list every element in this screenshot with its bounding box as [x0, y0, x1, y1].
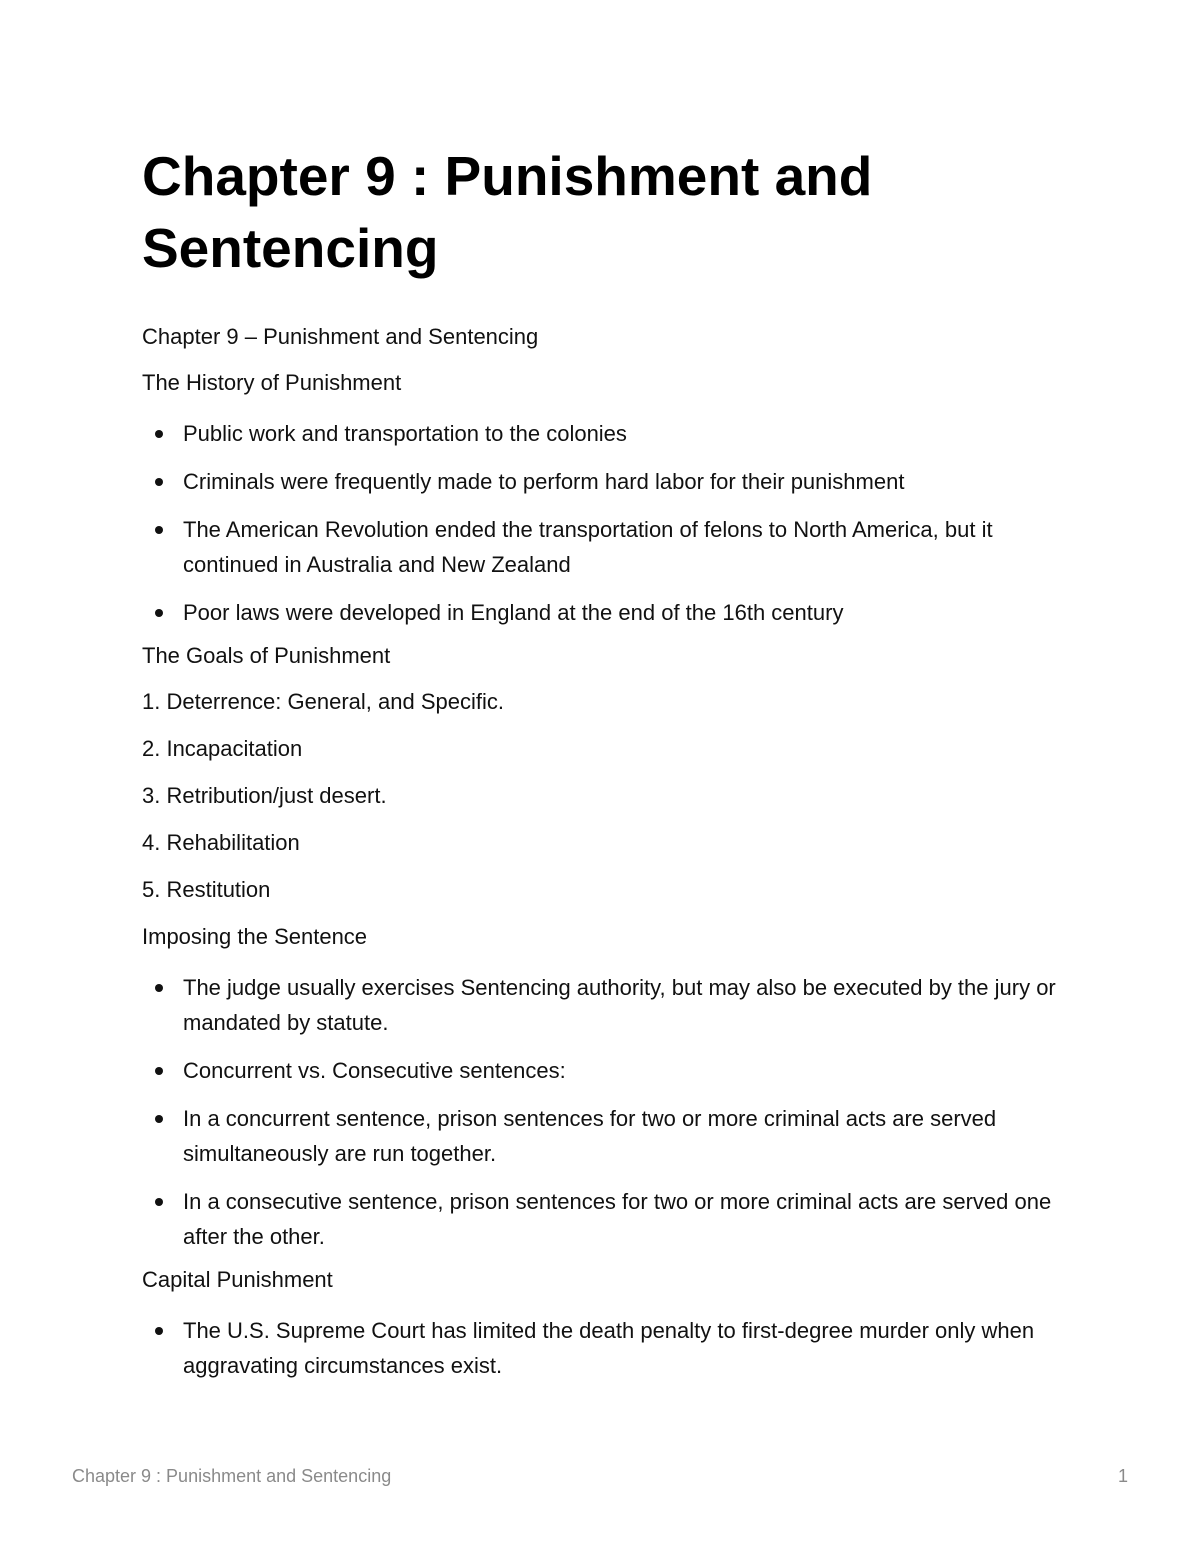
list-item-text: The U.S. Supreme Court has limited the death penalty to first-degree murder only when aggravating circumstances exist.	[183, 1318, 1035, 1378]
bullet-icon	[155, 526, 163, 534]
numbered-item: 4. Rehabilitation	[142, 830, 300, 855]
list-item-text: Criminals were frequently made to perform hard labor for their punishment	[183, 469, 905, 494]
list-item	[142, 464, 1072, 499]
list-item	[142, 1053, 1072, 1088]
capital-bullet-list	[142, 1313, 1072, 1383]
numbered-item: 2. Incapacitation	[142, 736, 303, 761]
bullet-icon	[155, 478, 163, 486]
bullet-icon	[155, 984, 163, 992]
list-item	[142, 416, 1072, 451]
list-item	[142, 1184, 1072, 1254]
list-item-text: In a concurrent sentence, prison sentences for two or more criminal acts are served simultaneously are run together.	[183, 1106, 997, 1166]
section-heading-capital: Capital Punishment	[142, 1267, 333, 1292]
section-heading-goals: The Goals of Punishment	[142, 643, 391, 668]
list-item	[142, 1313, 1072, 1383]
page-number: 1	[1117, 1466, 1128, 1486]
history-bullet-list	[142, 416, 1072, 630]
bullet-icon	[155, 1067, 163, 1075]
imposing-bullet-list	[142, 970, 1072, 1254]
list-item-text: Concurrent vs. Consecutive sentences:	[183, 1058, 566, 1083]
section-heading-imposing: Imposing the Sentence	[142, 924, 368, 949]
list-item-text: In a consecutive sentence, prison sentences for two or more criminal acts are served one after the other.	[183, 1189, 1052, 1249]
section-heading-history: The History of Punishment	[142, 370, 402, 395]
bullet-icon	[155, 1327, 163, 1335]
page-title: Chapter 9 : Punishment and Sentencing	[142, 145, 873, 279]
page-content	[142, 140, 1072, 1396]
list-item	[142, 1101, 1072, 1171]
list-item-text: The judge usually exercises Sentencing authority, but may also be executed by the jury or mandated by statute.	[183, 975, 1056, 1035]
numbered-item: 3. Retribution/just desert.	[142, 783, 387, 808]
chapter-subtitle: Chapter 9 – Punishment and Sentencing	[142, 324, 539, 349]
list-item-text: Public work and transportation to the colonies	[183, 421, 627, 446]
footer-title: Chapter 9 : Punishment and Sentencing	[72, 1466, 392, 1486]
bullet-icon	[155, 430, 163, 438]
list-item	[142, 595, 1072, 630]
bullet-icon	[155, 1115, 163, 1123]
list-item-text: Poor laws were developed in England at the end of the 16th century	[183, 600, 844, 625]
list-item	[142, 512, 1072, 582]
numbered-item: 1. Deterrence: General, and Specific.	[142, 689, 504, 714]
bullet-icon	[155, 1198, 163, 1206]
goals-numbered-list	[142, 689, 1072, 903]
bullet-icon	[155, 609, 163, 617]
numbered-item: 5. Restitution	[142, 877, 271, 902]
list-item-text: The American Revolution ended the transportation of felons to North America, but it continued in Australia and New Zealand	[183, 517, 993, 577]
list-item	[142, 970, 1072, 1040]
